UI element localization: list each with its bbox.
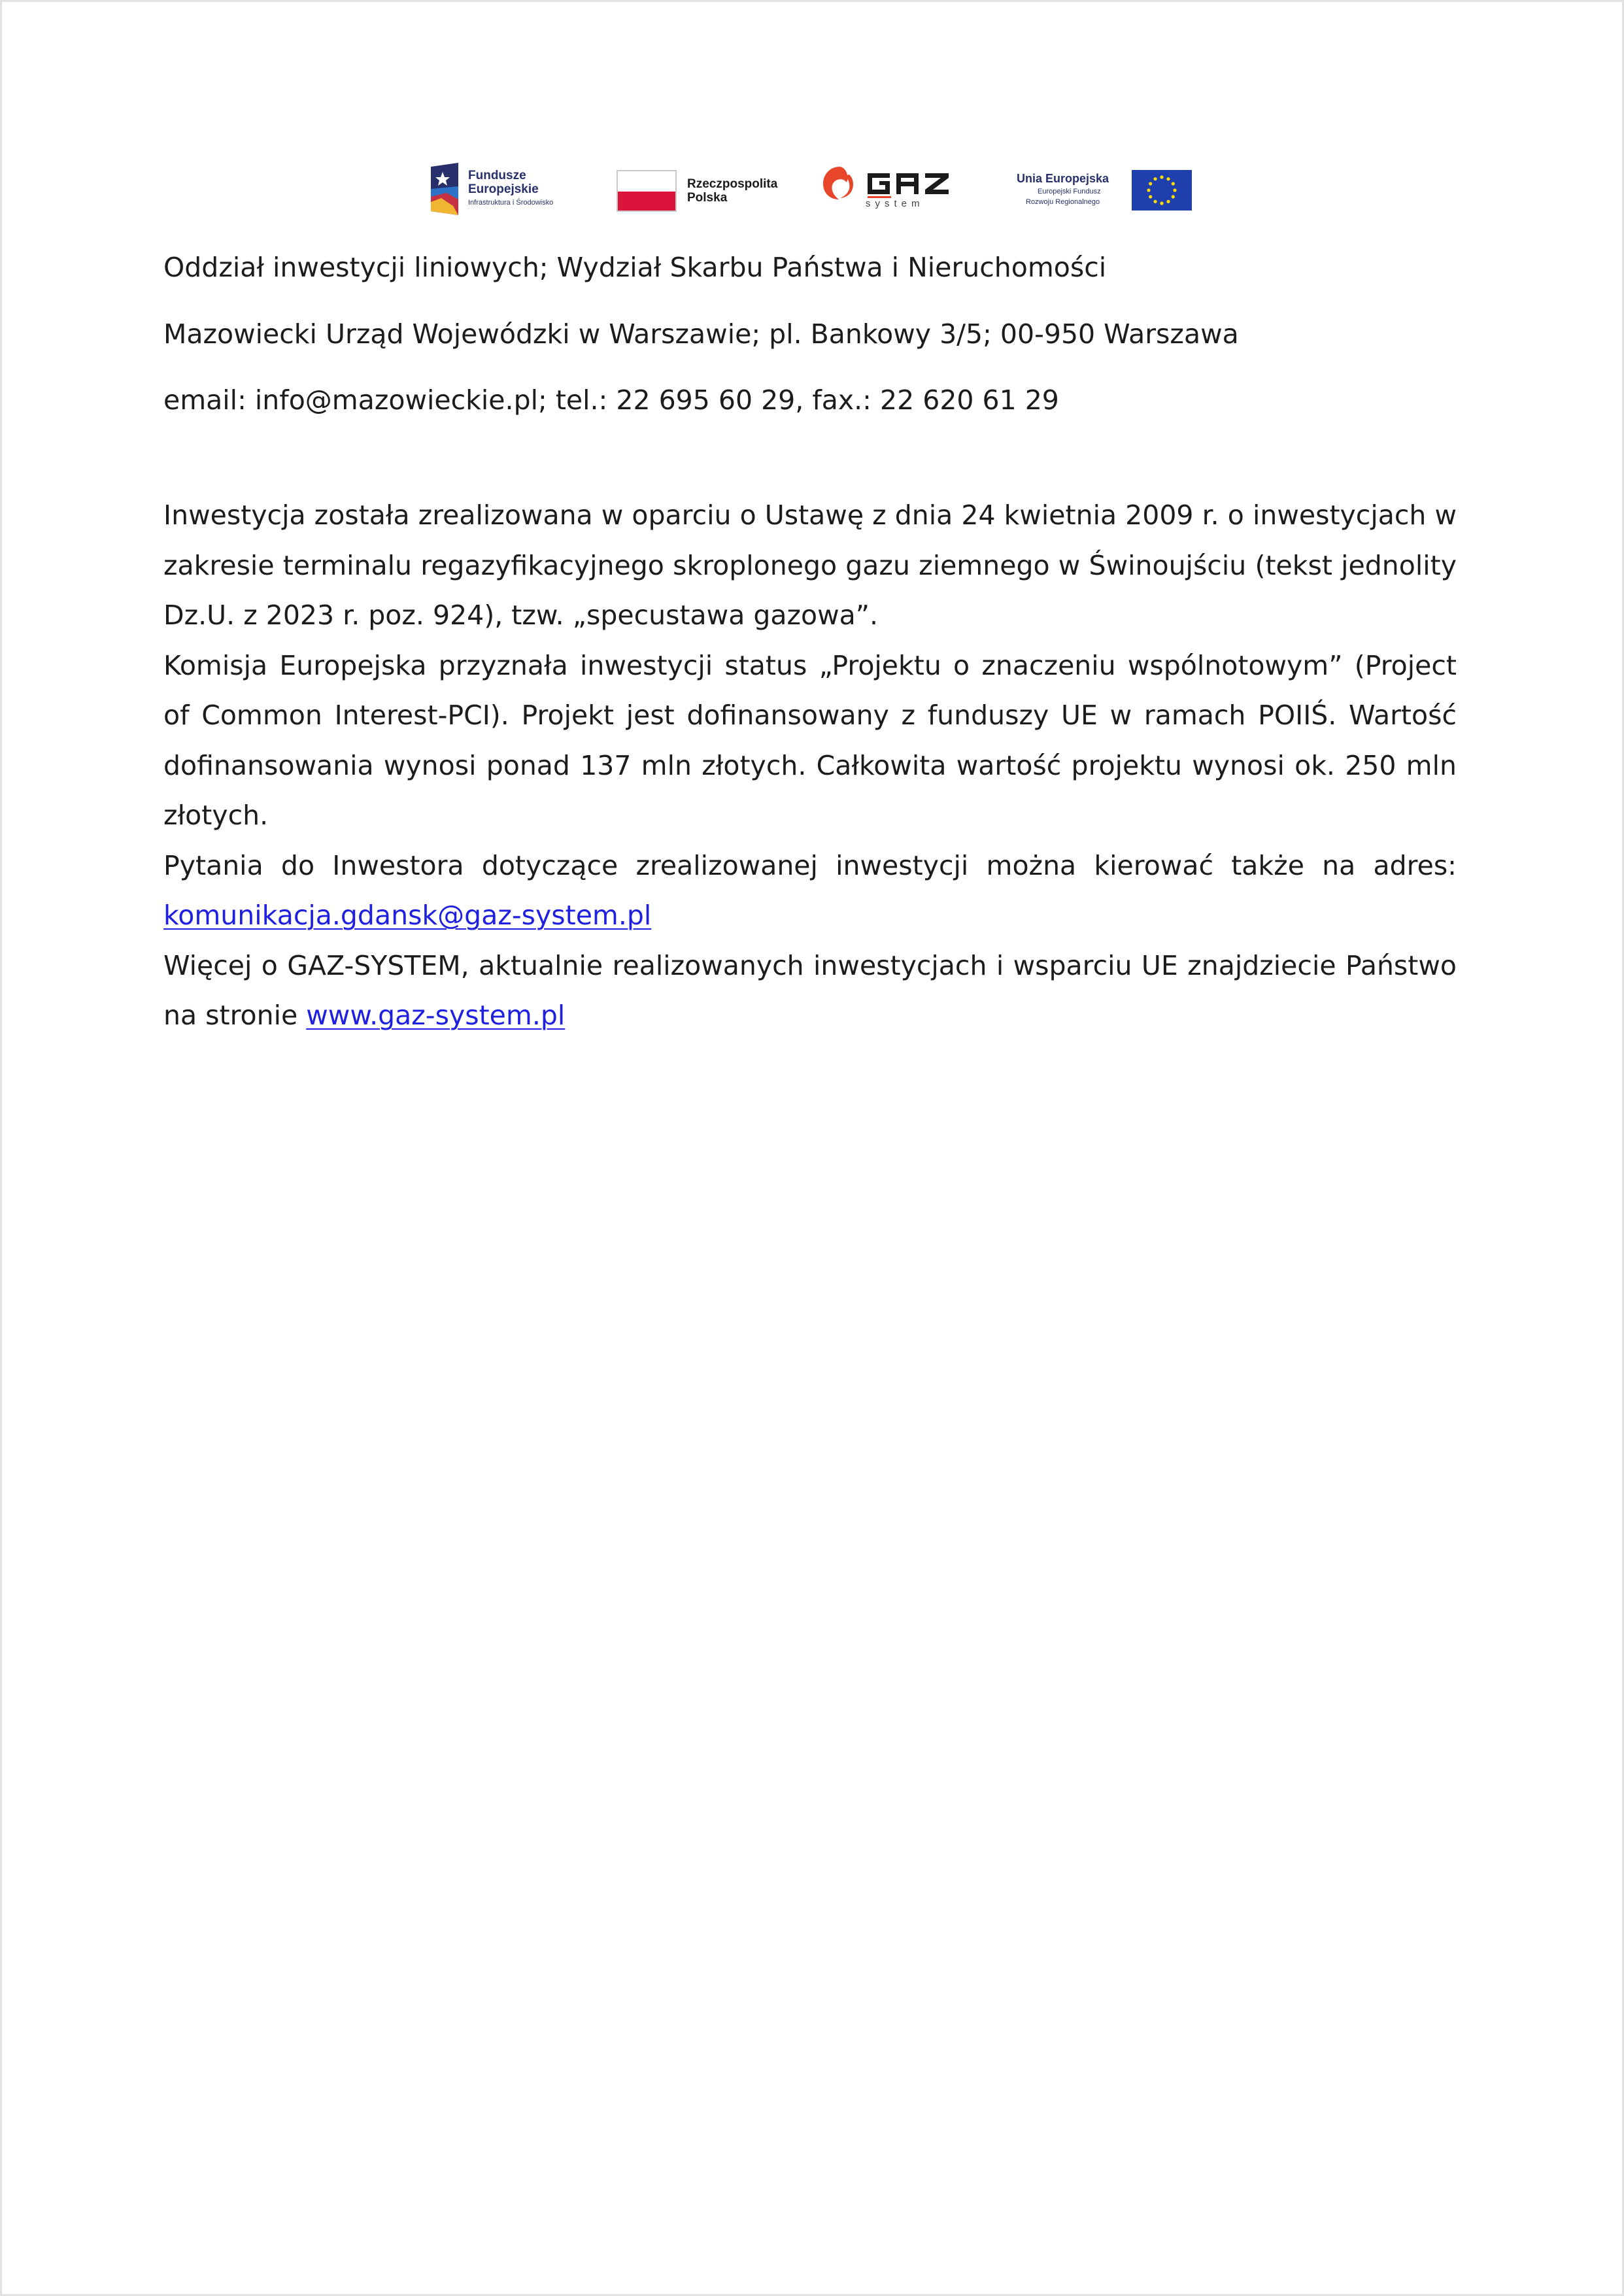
fundusze-line2: Europejskie [468, 182, 539, 196]
eu-flag-icon [1132, 170, 1192, 213]
contact-line-department: Oddział inwestycji liniowych; Wydział Skarbu Państwa i Nieruchomości [163, 252, 1107, 283]
unia-line1: Unia Europejska [1017, 172, 1109, 185]
fundusze-line3: Infrastruktura i Środowisko [468, 199, 554, 207]
contact-line-email-phone: email: info@mazowieckie.pl; tel.: 22 695 60 29, fax.: 22 620 61 29 [163, 384, 1059, 416]
paragraph-questions [163, 841, 1457, 941]
paragraph-more-info [163, 941, 1457, 1041]
gaz-system-subtitle: system [866, 198, 924, 209]
paragraph-investment-basis: Inwestycja została zrealizowana w oparciu o Ustawę z dnia 24 kwietnia 2009 r. o inwestycjach w zakresie terminalu regazyfikacyjnego skroplonego gazu ziemnego w Świnoujściu (tekst jednolity Dz.U. z 2023 r. poz. 924), tzw. „specustawa gazowa”. [163, 499, 1457, 631]
fundusze-line1: Fundusze [468, 169, 526, 182]
gaz-system-logo [820, 163, 984, 215]
rzeczpospolita-line1: Rzeczpospolita [687, 177, 778, 191]
fundusze-europejskie-logo [427, 163, 590, 215]
unia-line2: Europejski Fundusz [1038, 188, 1101, 195]
gaz-system-website-link[interactable]: www.gaz-system.pl [306, 1000, 566, 1031]
body-text [163, 490, 1457, 1041]
unia-europejska-logo [1017, 163, 1192, 215]
gaz-system-wordmark-icon [820, 163, 984, 202]
more-info-text: Więcej o GAZ-SYSTEM, aktualnie realizowanych inwestycjach i wsparciu UE znajdziecie Państwo na stronie [163, 949, 1457, 1031]
fundusze-europejskie-emblem-icon [427, 163, 464, 215]
unia-line3: Rozwoju Regionalnego [1026, 198, 1100, 206]
logo-strip [427, 163, 1192, 215]
rzeczpospolita-polska-logo [617, 163, 787, 215]
rzeczpospolita-line2: Polska [687, 191, 728, 205]
communication-email-link[interactable]: komunikacja.gdansk@gaz-system.pl [163, 900, 652, 931]
paragraph-pci-status: Komisja Europejska przyznała inwestycji status „Projektu o znaczeniu wspólnotowym” (Project of Common Interest-PCI). Projekt jest dofinansowany z funduszy UE w ramach POIIŚ. Wartość dofinansowania wynosi ponad 137 mln złotych. Całkowita wartość projektu wynosi ok. 250 mln złotych. [163, 649, 1457, 831]
polish-flag-icon [617, 163, 678, 215]
questions-text: Pytania do Inwestora dotyczące zrealizowanej inwestycji można kierować także na adres: [163, 849, 1457, 881]
contact-line-address: Mazowiecki Urząd Wojewódzki w Warszawie; pl. Bankowy 3/5; 00-950 Warszawa [163, 318, 1239, 350]
